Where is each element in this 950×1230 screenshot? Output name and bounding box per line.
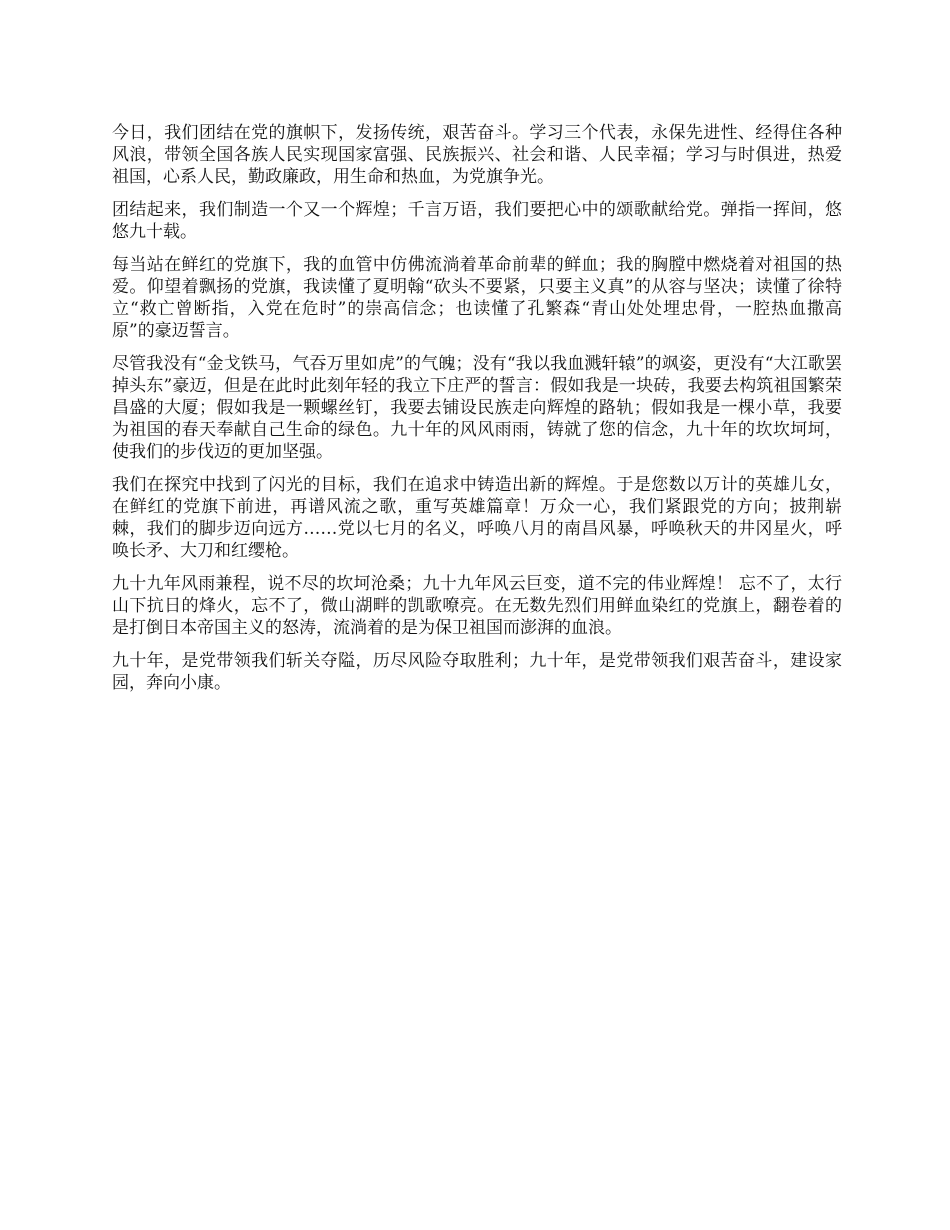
document-body: [112, 122, 842, 705]
paragraph-4: 尽管我没有“金戈铁马，气吞万里如虎”的气魄；没有“我以我血溅轩辕”的飒姿，更没有“大江歌罢掉头东”豪迈，但是在此时此刻年轻的我立下庄严的誓言：假如我是一块砖，我要去构筑祖国繁荣昌盛的大厦；假如我是一颗螺丝钉，我要去铺设民族走向辉煌的路轨；假如我是一棵小草，我要为祖国的春天奉献自己生命的绿色。九十年的风风雨雨，铸就了您的信念，九十年的坎坎坷坷，使我们的步伐迈的更加坚强。: [112, 354, 842, 462]
paragraph-1: 今日，我们团结在党的旗帜下，发扬传统，艰苦奋斗。学习三个代表，永保先进性、经得住各种风浪，带领全国各族人民实现国家富强、民族振兴、社会和谐、人民幸福；学习与时俱进，热爱祖国，心系人民，勤政廉政，用生命和热血，为党旗争光。: [112, 123, 842, 187]
paragraph-3: 每当站在鲜红的党旗下，我的血管中仿佛流淌着革命前辈的鲜血；我的胸膛中燃烧着对祖国的热爱。仰望着飘扬的党旗，我读懂了夏明翰“砍头不要紧，只要主义真”的从容与坚决；读懂了徐特立“救亡曾断指，入党在危时”的崇高信念；也读懂了孔繁森“青山处处埋忠骨，一腔热血撒高原”的豪迈誓言。: [112, 255, 842, 341]
paragraph-2: 团结起来，我们制造一个又一个辉煌；千言万语，我们要把心中的颂歌献给党。弹指一挥间，悠悠九十载。: [112, 200, 842, 242]
paragraph-5: 我们在探究中找到了闪光的目标，我们在追求中铸造出新的辉煌。于是您数以万计的英雄儿女，在鲜红的党旗下前进，再谱风流之歌，重写英雄篇章！万众一心，我们紧跟党的方向；披荆崭棘，我们的脚步迈向远方……党以七月的名义，呼唤八月的南昌风暴，呼唤秋天的井冈星火，呼唤长矛、大刀和红缨枪。: [112, 475, 842, 561]
paragraph-6: 九十九年风雨兼程，说不尽的坎坷沧桑；九十九年风云巨变，道不完的伟业辉煌！ 忘不了，太行山下抗日的烽火，忘不了，微山湖畔的凯歌嘹亮。在无数先烈们用鲜血染红的党旗上，翻卷着的是打倒日本帝国主义的怒涛，流淌着的是为保卫祖国而澎湃的血浪。: [112, 574, 842, 638]
paragraph-7: 九十年，是党带领我们斩关夺隘，历尽风险夺取胜利；九十年，是党带领我们艰苦奋斗，建设家园，奔向小康。: [112, 651, 842, 693]
